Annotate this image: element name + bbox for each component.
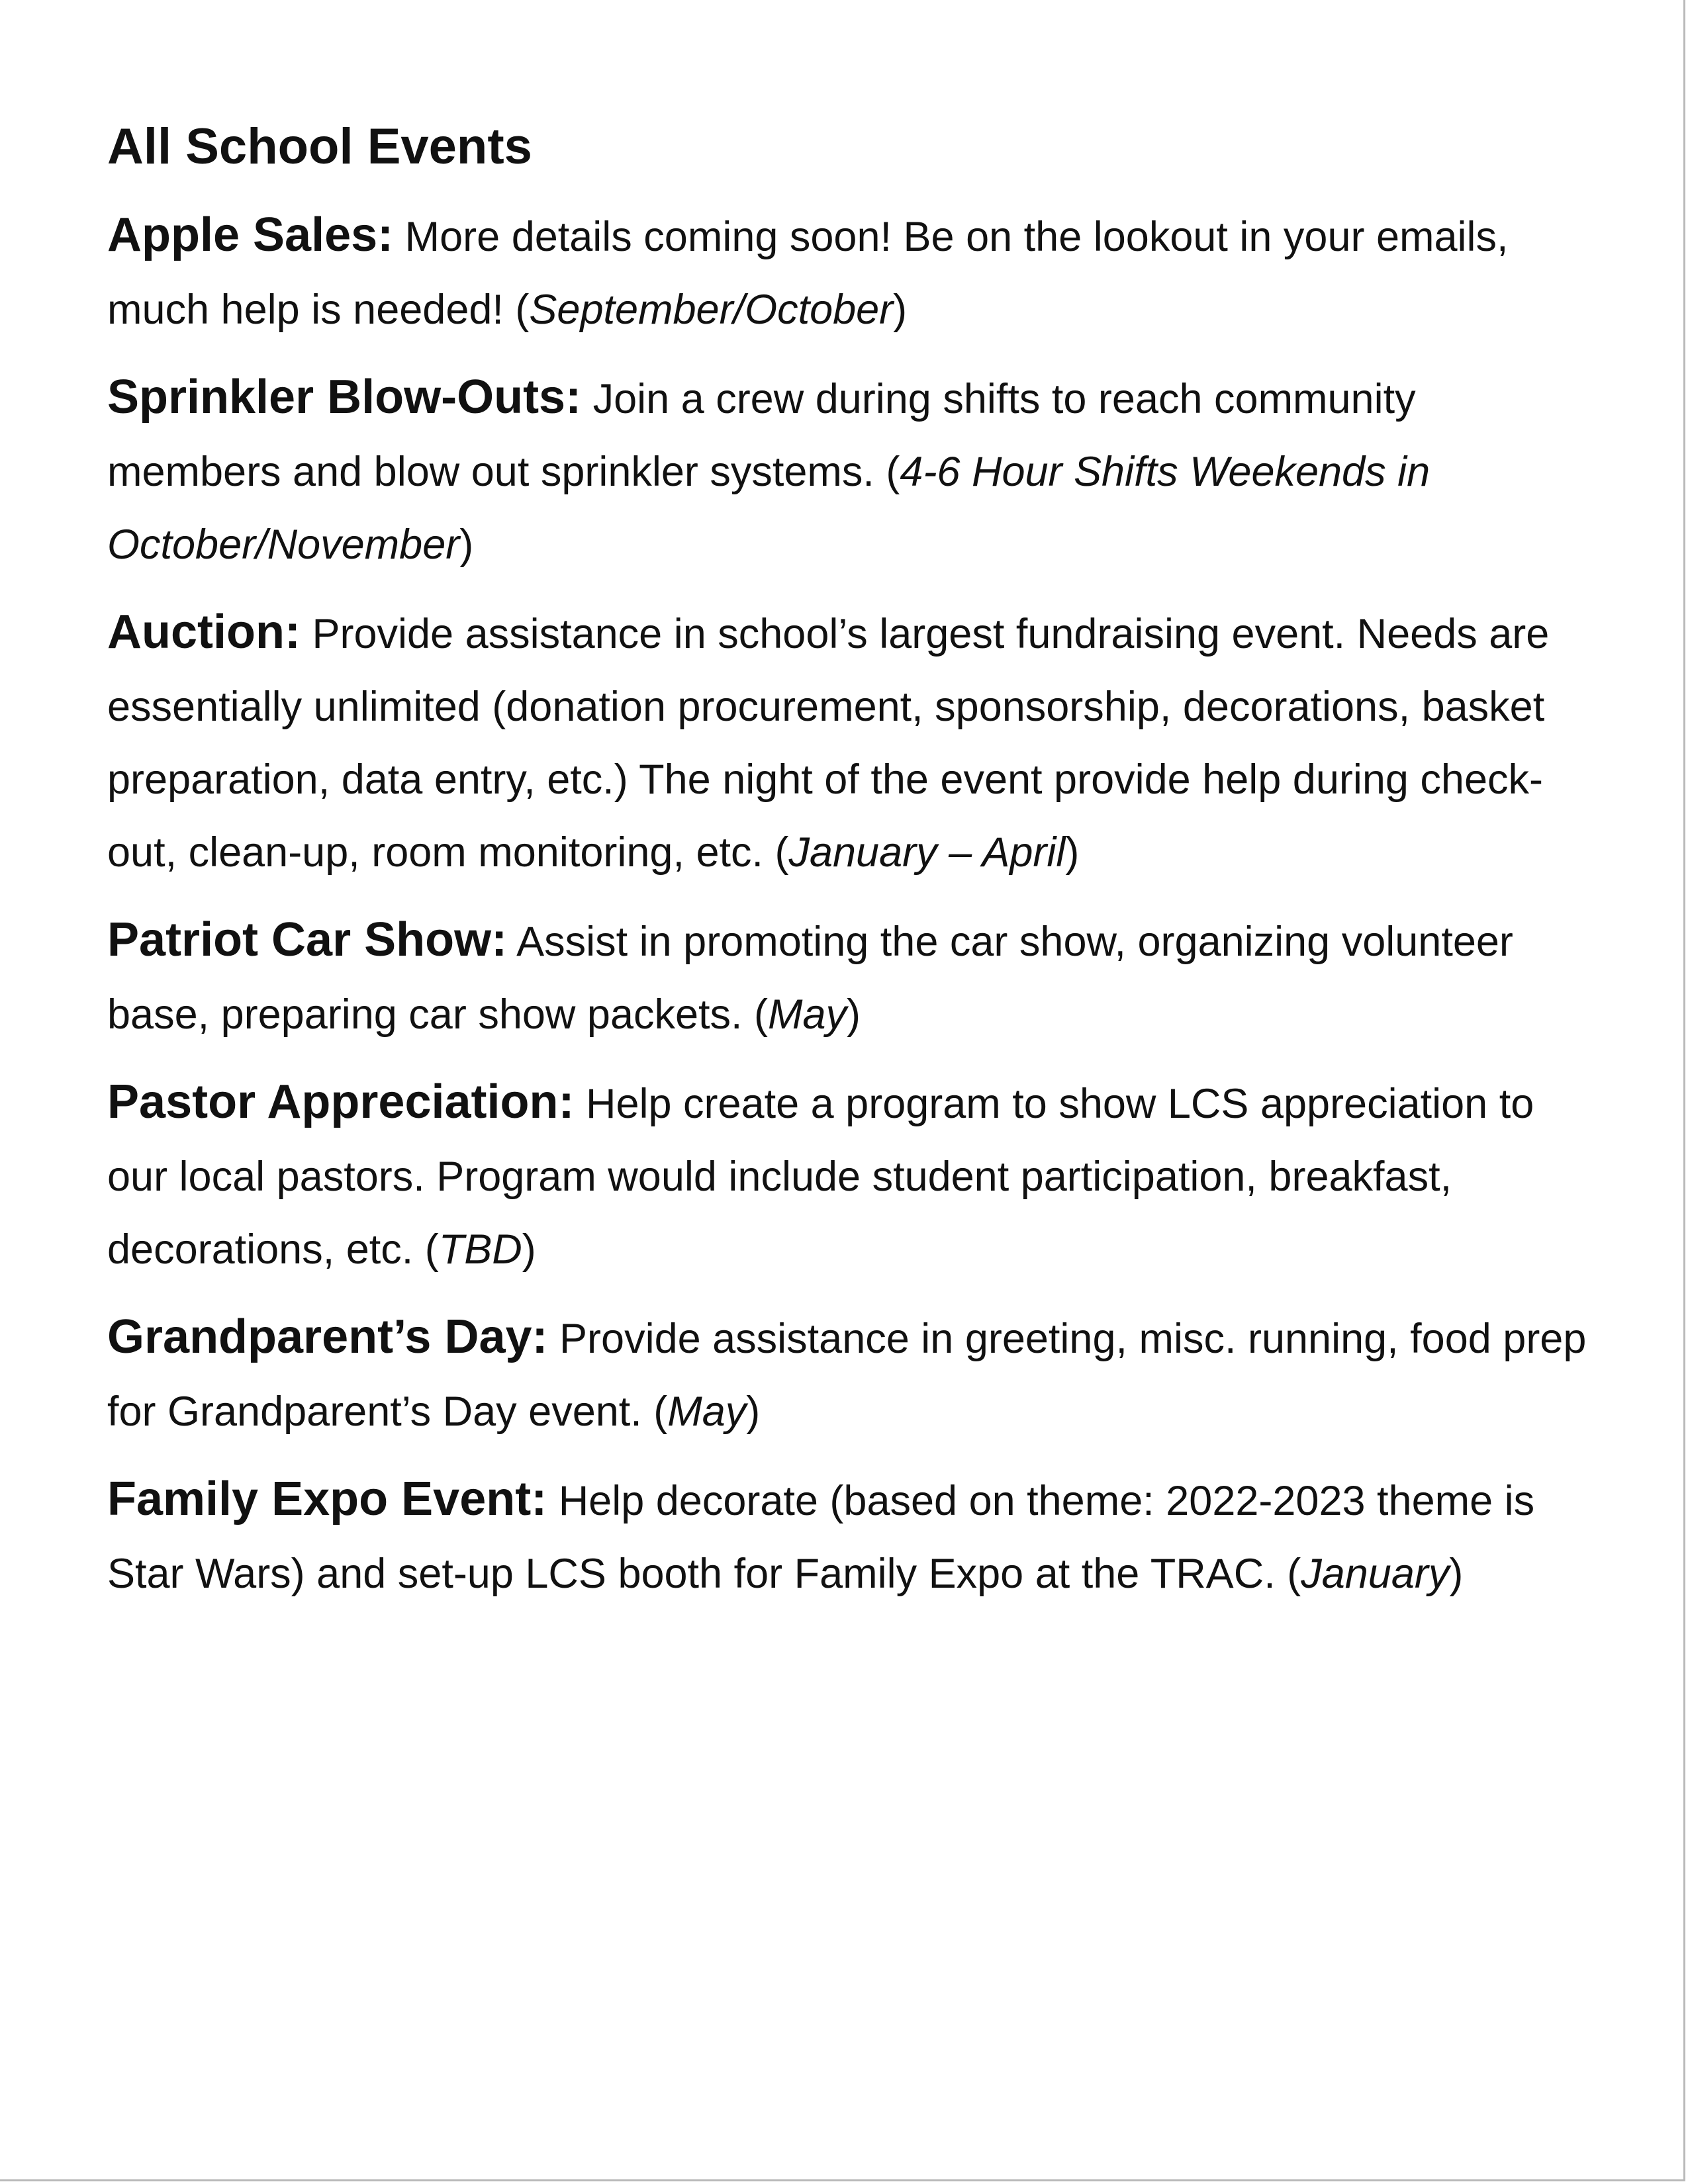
event-description: Provide assistance in greeting, misc. running, food prep for Grandparent’s Day event. [107, 1316, 1587, 1435]
event-name: Patriot Car Show: [107, 913, 508, 966]
event-name: Apple Sales: [107, 208, 394, 261]
event-name: Grandparent’s Day: [107, 1310, 548, 1363]
event-name: Family Expo Event: [107, 1473, 547, 1525]
event-sprinkler-blow-outs: Sprinkler Blow-Outs: Join a crew during shifts to reach community members and blow out sprinkler systems. (4-6 Hour Shifts Weekends in October/November) [107, 371, 1430, 568]
event-timing: September/October [529, 287, 894, 333]
event-family-expo: Family Expo Event: Help decorate (based on theme: 2022-2023 theme is Star Wars) and set-up LCS booth for Family Expo at the TRAC. (January) [107, 1473, 1535, 1597]
document-content [107, 111, 1590, 1625]
event-description: Provide assistance in school’s largest fundraising event. Needs are essentially unlimited (donation procurement, sponsorship, decorations, basket preparation, data entry, etc.) The night of the event provide help during check-out, clean-up, room monitoring, etc. [107, 611, 1550, 876]
event-description: Help create a program to show LCS appreciation to our local pastors. Program would include student participation, breakfast, decorations, etc. [107, 1081, 1534, 1273]
event-timing: May [667, 1388, 747, 1435]
event-description: Help decorate (based on theme: 2022-2023 theme is Star Wars) and set-up LCS booth for Family Expo at the TRAC. [107, 1478, 1535, 1597]
event-timing: TBD [438, 1226, 522, 1273]
page-title: All School Events [107, 118, 532, 175]
event-timing: May [768, 991, 847, 1038]
event-auction: Auction: Provide assistance in school’s largest fundraising event. Needs are essentially unlimited (donation procurement, sponsorship, decorations, basket preparation, data entry, etc.) The night of the event provide help during check-out, clean-up, room monitoring, etc. (January – April) [107, 606, 1550, 876]
event-apple-sales: Apple Sales: More details coming soon! Be on the lookout in your emails, much help is needed! (September/October) [107, 208, 1509, 333]
event-pastor-appreciation: Pastor Appreciation: Help create a program to show LCS appreciation to our local pastors. Program would include student participation, breakfast, decorations, etc. (TBD) [107, 1075, 1534, 1273]
event-description: Join a crew during shifts to reach community members and blow out sprinkler systems. [107, 376, 1416, 495]
event-timing: January – April [788, 829, 1066, 876]
event-grandparents-day: Grandparent’s Day: Provide assistance in greeting, misc. running, food prep for Grandparent’s Day event. (May) [107, 1310, 1587, 1435]
event-timing: January [1301, 1551, 1450, 1597]
event-name: Pastor Appreciation: [107, 1075, 575, 1128]
event-timing: 4-6 Hour Shifts Weekends in October/November [107, 449, 1430, 568]
event-name: Sprinkler Blow-Outs: [107, 371, 582, 424]
event-description: More details coming soon! Be on the lookout in your emails, much help is needed! [107, 214, 1509, 333]
event-name: Auction: [107, 606, 301, 659]
event-patriot-car-show: Patriot Car Show: Assist in promoting the car show, organizing volunteer base, preparing car show packets. (May) [107, 913, 1513, 1038]
event-description: Assist in promoting the car show, organizing volunteer base, preparing car show packets. [107, 919, 1513, 1038]
